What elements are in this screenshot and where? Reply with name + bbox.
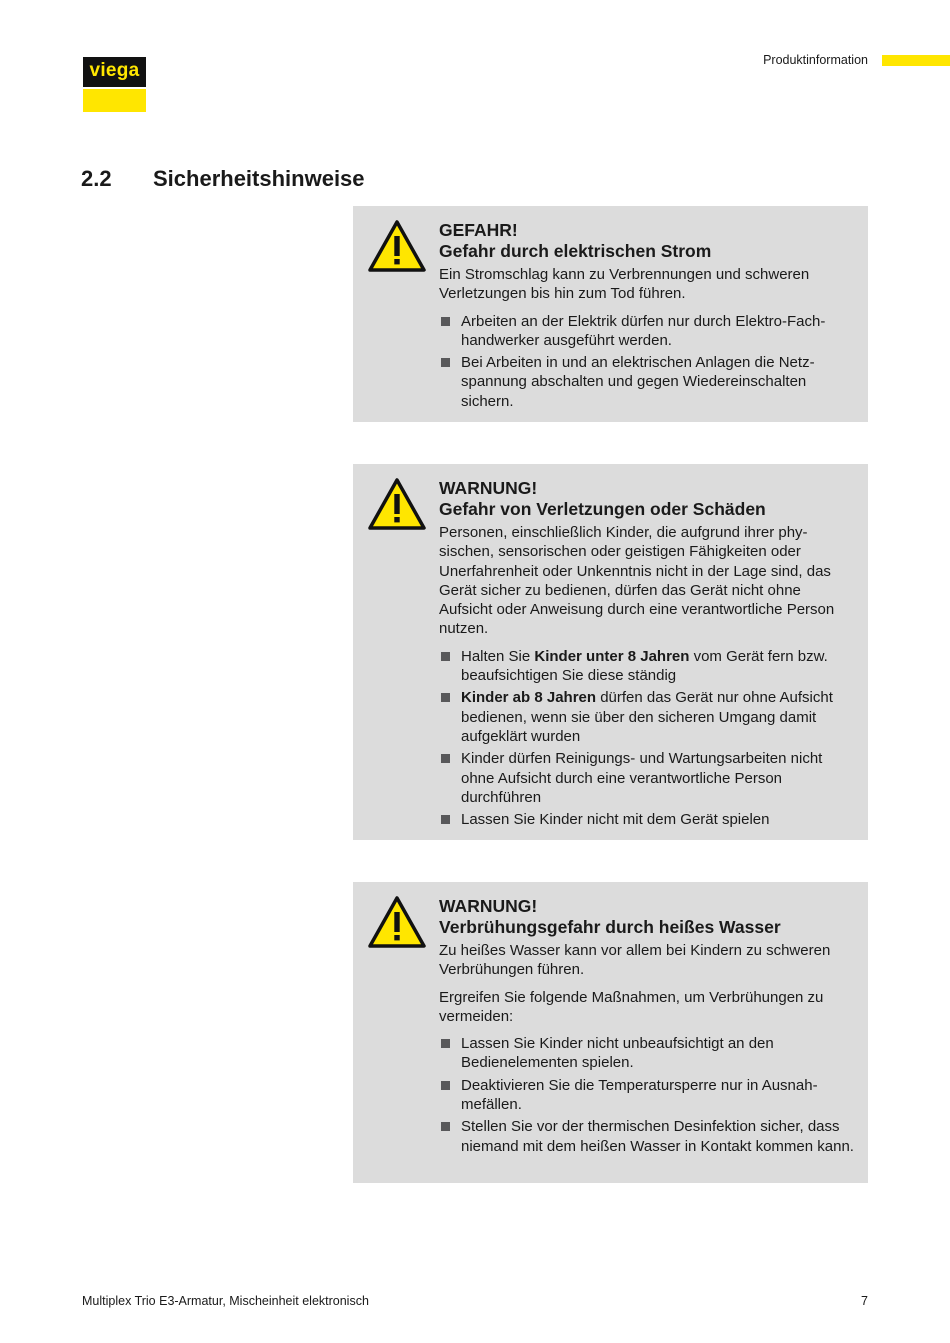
list-item: Lassen Sie Kinder nicht mit dem Gerät spielen: [439, 810, 854, 829]
header-label: Produktinformation: [763, 53, 868, 67]
logo-text: viega: [83, 57, 146, 87]
list-item: Arbeiten an der Elektrik dürfen nur durch Elektro-Fachhandwerker ausgeführt werden.: [439, 312, 854, 351]
hazard-description: Ein Stromschlag kann zu Verbrennungen und schweren Verletzungen bis hin zum Tod führen.: [439, 266, 810, 303]
section-title: Sicherheitshinweise: [153, 166, 365, 191]
warning-box-scalding: [353, 882, 868, 1183]
list-item: Kinder ab 8 Jahren dürfen das Gerät nur ohne Aufsicht bedienen, wenn sie über den sicheren Umgang damit aufgeklärt wurden: [439, 688, 854, 746]
signal-word: WARNUNG!: [439, 896, 538, 916]
measures-list: [439, 647, 854, 830]
list-item: Stellen Sie vor der thermischen Desinfektion sicher, dass niemand mit dem heißen Wasser in Kontakt kommen kann.: [439, 1117, 854, 1156]
list-item: Deaktivieren Sie die Temperatursperre nur in Ausnahmefällen.: [439, 1076, 854, 1115]
warning-triangle-icon: [367, 219, 427, 273]
signal-word: GEFAHR!: [439, 220, 518, 240]
hazard-title: Gefahr durch elektrischen Strom: [439, 241, 712, 261]
list-item: Lassen Sie Kinder nicht unbeaufsichtigt an den Bedienelementen spielen.: [439, 1034, 854, 1073]
hazard-description: Zu heißes Wasser kann vor allem bei Kindern zu schweren Verbrühungen führen.: [439, 942, 831, 979]
hazard-description: Personen, einschließlich Kinder, die aufgrund ihrer physischen, sensorischen oder geistigen Fähigkeiten oder Unerfahrenheit oder Unkenntnis nicht in der Lage sind, das Gerät sicher zu bedienen, dürfen das Gerät nicht ohne Aufsicht oder Anweisung durch eine verantwortliche Person nutzen.: [439, 524, 835, 638]
section-number: 2.2: [81, 166, 112, 191]
list-item: Bei Arbeiten in und an elektrischen Anlagen die Netzspannung abschalten und gegen Wiedereinschalten sichern.: [439, 353, 854, 411]
list-item: Kinder dürfen Reinigungs- und Wartungsarbeiten nicht ohne Aufsicht durch eine verantwortliche Person durchführen: [439, 749, 854, 807]
warning-triangle-icon: [367, 477, 427, 531]
measures-list: [439, 312, 854, 411]
footer-document-title: Multiplex Trio E3-Armatur, Mischeinheit elektronisch: [82, 1294, 369, 1308]
warning-triangle-icon: [367, 895, 427, 949]
measures-list: [439, 1034, 854, 1156]
list-item: Halten Sie Kinder unter 8 Jahren vom Gerät fern bzw. beaufsichtigen Sie diese ständig: [439, 647, 854, 686]
warning-box-injury: [353, 464, 868, 840]
header-yellow-bar: [882, 55, 950, 66]
signal-word: WARNUNG!: [439, 478, 538, 498]
viega-logo: [83, 57, 146, 112]
measures-intro: Ergreifen Sie folgende Maßnahmen, um Verbrühungen zu vermeiden:: [439, 988, 824, 1025]
section-heading: [81, 166, 365, 192]
warning-box-danger-electric: [353, 206, 868, 422]
footer-page-number: 7: [861, 1294, 868, 1308]
hazard-title: Gefahr von Verletzungen oder Schäden: [439, 499, 766, 519]
logo-yellow-bar: [83, 89, 146, 112]
hazard-title: Verbrühungsgefahr durch heißes Wasser: [439, 917, 781, 937]
